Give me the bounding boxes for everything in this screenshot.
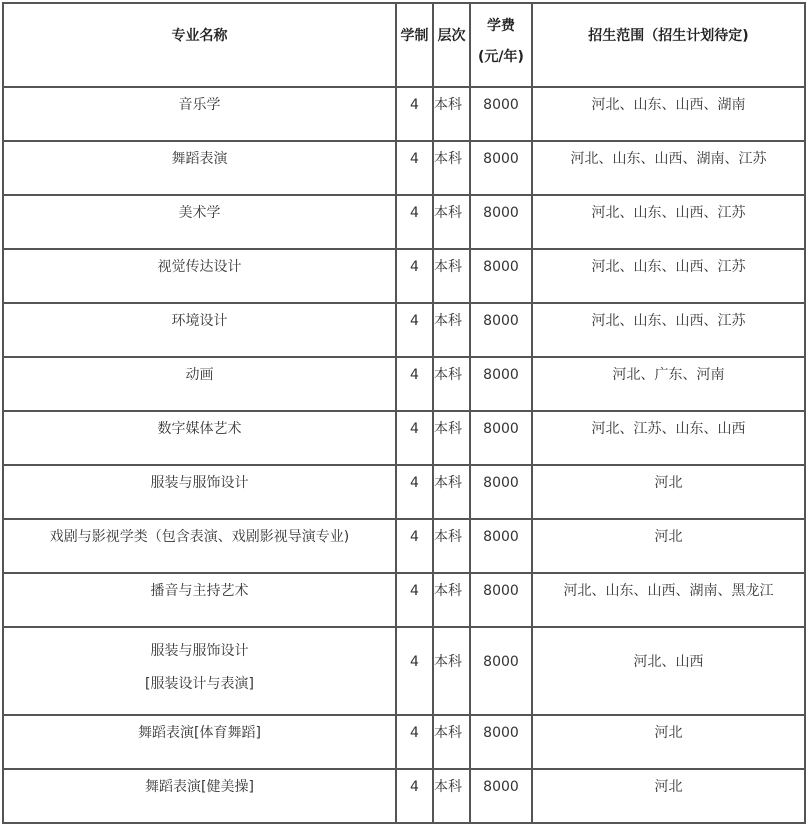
duration-cell: 4: [396, 249, 433, 303]
level-cell: 本科: [433, 411, 470, 465]
header-major-name: 专业名称: [3, 3, 396, 87]
major-name-cell: 舞蹈表演: [3, 141, 396, 195]
region-cell: 河北: [532, 715, 805, 769]
region-cell: 河北、山东、山西、湖南、黑龙江: [532, 573, 805, 627]
fee-cell: 8000: [470, 249, 532, 303]
level-cell: 本科: [433, 141, 470, 195]
duration-cell: 4: [396, 465, 433, 519]
duration-cell: 4: [396, 303, 433, 357]
duration-cell: 4: [396, 573, 433, 627]
fee-cell: 8000: [470, 357, 532, 411]
level-cell: 本科: [433, 769, 470, 823]
majors-table: [2, 2, 806, 824]
level-cell: 本科: [433, 249, 470, 303]
fee-cell: 8000: [470, 303, 532, 357]
region-cell: 河北: [532, 519, 805, 573]
fee-cell: 8000: [470, 573, 532, 627]
fee-cell: 8000: [470, 627, 532, 715]
level-cell: 本科: [433, 465, 470, 519]
header-row: [3, 3, 805, 87]
header-fee: [470, 3, 532, 87]
table-row: [3, 411, 805, 465]
header-level: 层次: [433, 3, 470, 87]
major-name-cell: 美术学: [3, 195, 396, 249]
fee-cell: 8000: [470, 195, 532, 249]
table-row: [3, 573, 805, 627]
table-row: [3, 357, 805, 411]
fee-cell: 8000: [470, 141, 532, 195]
fee-cell: 8000: [470, 715, 532, 769]
major-name-line2: [服装设计与表演]: [145, 676, 254, 692]
level-cell: 本科: [433, 519, 470, 573]
major-name-cell: 视觉传达设计: [3, 249, 396, 303]
level-cell: 本科: [433, 303, 470, 357]
level-cell: 本科: [433, 627, 470, 715]
duration-cell: 4: [396, 87, 433, 141]
level-cell: 本科: [433, 87, 470, 141]
header-fee-line1: 学费: [487, 18, 515, 34]
header-region: 招生范围（招生计划待定): [532, 3, 805, 87]
major-name-cell: 动画: [3, 357, 396, 411]
duration-cell: 4: [396, 519, 433, 573]
major-name-cell: [3, 627, 396, 715]
duration-cell: 4: [396, 195, 433, 249]
major-name-cell: 戏剧与影视学类（包含表演、戏剧影视导演专业): [3, 519, 396, 573]
duration-cell: 4: [396, 627, 433, 715]
region-cell: 河北、山东、山西、江苏: [532, 249, 805, 303]
region-cell: 河北、山东、山西、湖南: [532, 87, 805, 141]
major-name-cell: 舞蹈表演[健美操]: [3, 769, 396, 823]
region-cell: 河北、广东、河南: [532, 357, 805, 411]
level-cell: 本科: [433, 715, 470, 769]
region-cell: 河北: [532, 465, 805, 519]
table-row: [3, 465, 805, 519]
major-name-cell: 音乐学: [3, 87, 396, 141]
table-row: [3, 87, 805, 141]
table-row: [3, 627, 805, 715]
major-name-cell: 播音与主持艺术: [3, 573, 396, 627]
level-cell: 本科: [433, 357, 470, 411]
table-row: [3, 249, 805, 303]
major-name-cell: 数字媒体艺术: [3, 411, 396, 465]
major-name-cell: 舞蹈表演[体育舞蹈]: [3, 715, 396, 769]
region-cell: 河北、山东、山西、江苏: [532, 303, 805, 357]
table-row: [3, 715, 805, 769]
level-cell: 本科: [433, 195, 470, 249]
header-fee-line2: (元/年): [478, 49, 524, 65]
fee-cell: 8000: [470, 411, 532, 465]
fee-cell: 8000: [470, 519, 532, 573]
duration-cell: 4: [396, 411, 433, 465]
major-name-line1: 服装与服饰设计: [150, 643, 249, 659]
major-name-cell: 服装与服饰设计: [3, 465, 396, 519]
fee-cell: 8000: [470, 465, 532, 519]
level-cell: 本科: [433, 573, 470, 627]
table-row: [3, 303, 805, 357]
table-row: [3, 141, 805, 195]
region-cell: 河北、山西: [532, 627, 805, 715]
region-cell: 河北、江苏、山东、山西: [532, 411, 805, 465]
fee-cell: 8000: [470, 87, 532, 141]
table-row: [3, 519, 805, 573]
duration-cell: 4: [396, 141, 433, 195]
region-cell: 河北、山东、山西、湖南、江苏: [532, 141, 805, 195]
duration-cell: 4: [396, 769, 433, 823]
duration-cell: 4: [396, 715, 433, 769]
duration-cell: 4: [396, 357, 433, 411]
region-cell: 河北: [532, 769, 805, 823]
region-cell: 河北、山东、山西、江苏: [532, 195, 805, 249]
header-duration: 学制: [396, 3, 433, 87]
table-row: [3, 195, 805, 249]
fee-cell: 8000: [470, 769, 532, 823]
table-row: [3, 769, 805, 823]
major-name-cell: 环境设计: [3, 303, 396, 357]
